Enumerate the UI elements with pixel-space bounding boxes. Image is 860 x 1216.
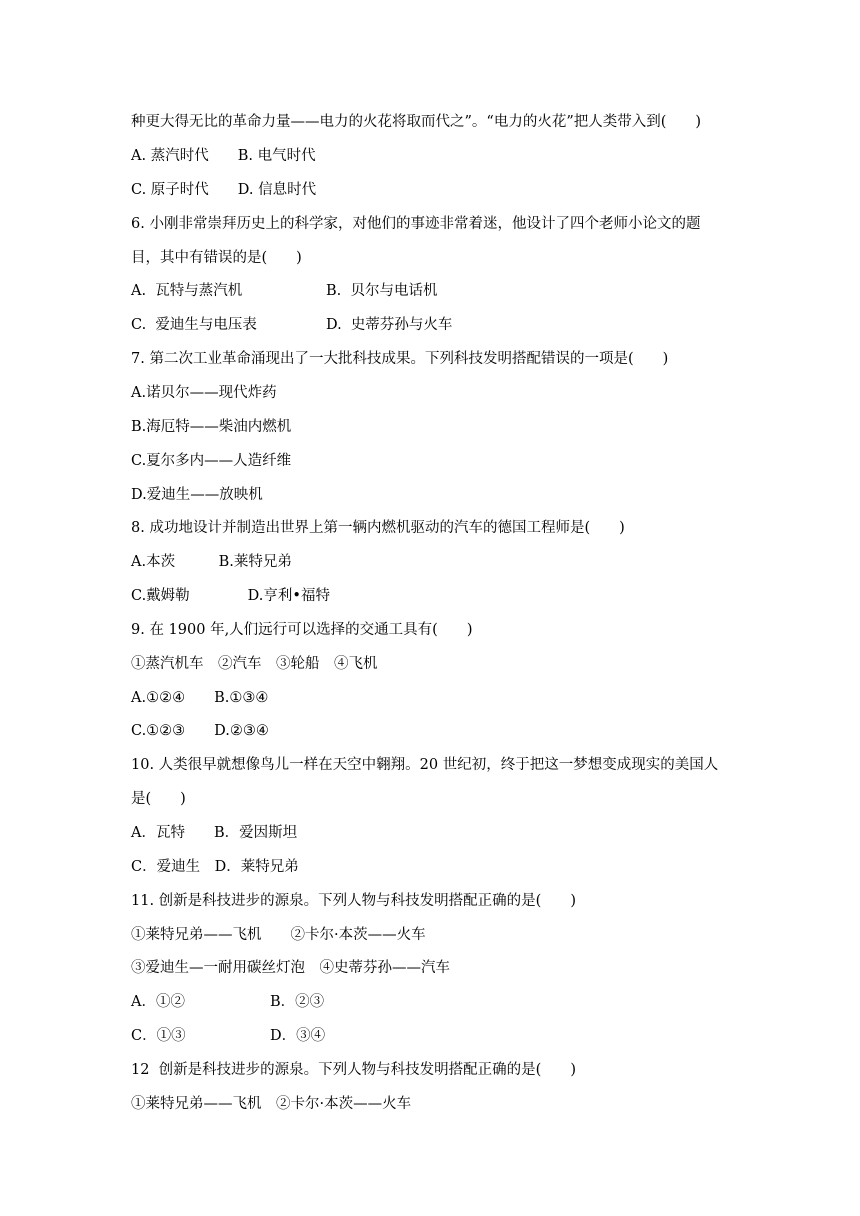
q9-options-cd: C.①②③ D.②③④ [131,723,269,739]
q5-stem-continued: 种更大得无比的革命力量——电力的火花将取而代之”。“电力的火花”把人类带入到( ) [131,114,702,130]
q11-option-d: D．③④ [270,1028,326,1044]
q12-items-12: ①莱特兄弟——飞机 ②卡尔·本茨——火车 [131,1096,412,1112]
q11-stem: 11. 创新是科技进步的源泉。下列人物与科技发明搭配正确的是( ) [131,893,576,909]
q7-option-a: A.诺贝尔——现代炸药 [131,385,277,401]
q5-options-cd: C. 原子时代 D. 信息时代 [131,182,317,198]
q6-option-a: A. 瓦特与蒸汽机 [131,283,243,299]
q10-options-ab: A．瓦特 B．爱因斯坦 [131,825,298,841]
q6-option-c: C. 爱迪生与电压表 [131,317,257,333]
q11-option-b: B．②③ [270,994,325,1010]
q5-options-ab: A. 蒸汽时代 B. 电气时代 [131,148,316,164]
q6-option-d: D. 史蒂芬孙与火车 [326,317,453,333]
q8-options-cd: C.戴姆勒 D.亨利•福特 [131,588,330,604]
q8-stem: 8. 成功地设计并制造出世界上第一辆内燃机驱动的汽车的德国工程师是( ) [131,520,625,536]
q7-stem: 7. 第二次工业革命涌现出了一大批科技成果。下列科技发明搭配错误的一项是( ) [131,351,669,367]
q7-option-d: D.爱迪生——放映机 [131,487,263,503]
q7-option-c: C.夏尔多内——人造纤维 [131,453,292,469]
q11-items-34: ③爱迪生—一耐用碳丝灯泡 ④史蒂芬孙——汽车 [131,960,450,976]
q9-items: ①蒸汽机车 ②汽车 ③轮船 ④飞机 [131,656,378,672]
q10-stem: 10. 人类很早就想像鸟儿一样在天空中翱翔。20 世纪初，终于把这一梦想变成现实的美国人 [131,757,719,773]
q9-stem: 9. 在 1900 年,人们远行可以选择的交通工具有( ) [131,622,473,638]
q8-options-ab: A.本茨 B.莱特兄弟 [131,554,292,570]
q9-options-ab: A.①②④ B.①③④ [131,690,269,706]
q10-options-cd: C．爱迪生 D．莱特兄弟 [131,859,299,875]
q11-option-c: C．①③ [131,1028,186,1044]
q11-items-12: ①莱特兄弟——飞机 ②卡尔·本茨——火车 [131,927,426,943]
q7-option-b: B.海厄特——柴油内燃机 [131,419,292,435]
q11-option-a: A．①② [131,994,185,1010]
q10-stem-continued: 是( ) [131,791,186,807]
q6-option-b: B. 贝尔与电话机 [326,283,438,299]
q6-stem-continued: 目，其中有错误的是( ) [131,250,302,266]
q12-stem: 12 创新是科技进步的源泉。下列人物与科技发明搭配正确的是( ) [131,1062,576,1078]
q6-stem: 6. 小刚非常崇拜历史上的科学家，对他们的事迹非常着迷，他设计了四个老师小论文的题 [131,216,701,232]
